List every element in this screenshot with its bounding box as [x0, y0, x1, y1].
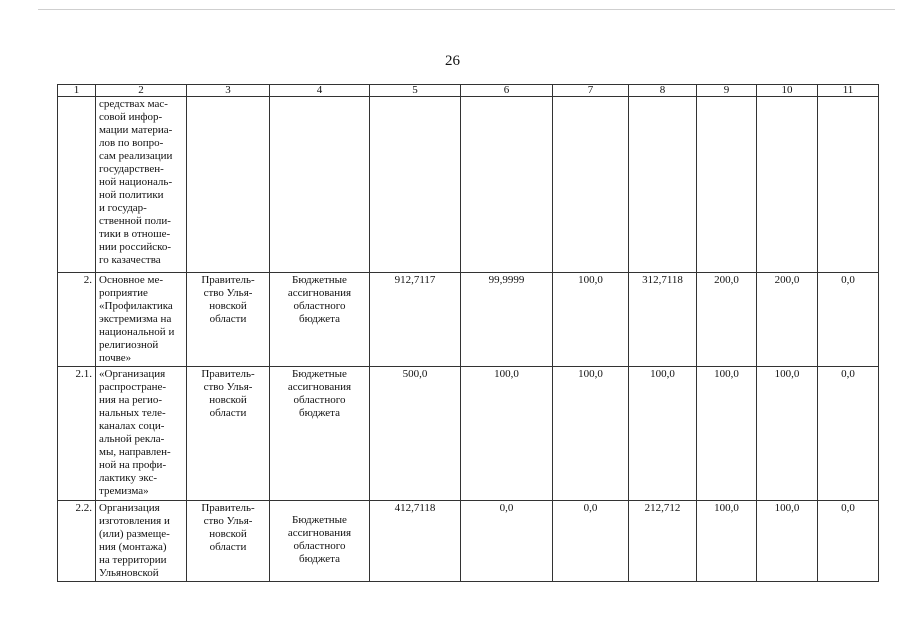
text-line: новской — [209, 300, 247, 312]
value-cell — [370, 97, 461, 273]
value-cell: 100,0 — [553, 273, 629, 367]
executor-cell — [187, 273, 270, 367]
text-line: области — [209, 541, 247, 553]
value-cell: 200,0 — [697, 273, 757, 367]
text-line: ной националь- — [99, 176, 173, 188]
text-line: бюджета — [298, 407, 340, 419]
value-cell: 100,0 — [697, 367, 757, 501]
text-line: ной на профи- — [99, 459, 167, 471]
value-cell: 100,0 — [757, 501, 818, 582]
text-line: новской — [209, 394, 247, 406]
text-line: роприятие — [99, 287, 148, 299]
value-cell — [461, 97, 553, 273]
text-line: бюджета — [298, 313, 340, 325]
text-line: ассигнования — [287, 527, 352, 539]
column-header: 4 — [270, 85, 370, 97]
text-line: нии российско- — [99, 241, 172, 253]
text-line: каналах соци- — [99, 420, 165, 432]
value-cell: 412,7118 — [370, 501, 461, 582]
column-header: 11 — [818, 85, 879, 97]
value-cell: 0,0 — [553, 501, 629, 582]
value-cell: 100,0 — [697, 501, 757, 582]
value-cell — [553, 97, 629, 273]
table-row — [58, 97, 879, 273]
page-number: 26 — [445, 53, 460, 69]
text-line: ния на регио- — [99, 394, 163, 406]
text-line: Правитель- — [201, 274, 255, 286]
text-line: лов по вопро- — [99, 137, 164, 149]
value-cell — [757, 97, 818, 273]
value-cell: 212,712 — [629, 501, 697, 582]
text-line: мы, направлен- — [99, 446, 171, 458]
header-row — [58, 85, 879, 97]
text-line: ассигнования — [287, 287, 352, 299]
text-line: почве» — [99, 352, 132, 364]
text-line: бюджета — [298, 553, 340, 565]
text-line: «Профилактика — [99, 300, 173, 312]
text-line: национальной и — [99, 326, 175, 338]
text-line: государствен- — [99, 163, 164, 175]
value-cell: 100,0 — [629, 367, 697, 501]
text-line: областного — [293, 540, 346, 552]
text-line: областного — [293, 394, 346, 406]
text-line: нальных теле- — [99, 407, 166, 419]
column-header: 2 — [96, 85, 187, 97]
value-cell: 99,9999 — [461, 273, 553, 367]
value-cell: 100,0 — [461, 367, 553, 501]
text-line: средствах мас- — [99, 98, 168, 110]
text-line: сам реализации — [99, 150, 173, 162]
column-header: 10 — [757, 85, 818, 97]
text-line: Бюджетные — [292, 368, 347, 380]
table-row — [58, 501, 879, 582]
executor-cell — [187, 367, 270, 501]
text-line: совой инфор- — [99, 111, 163, 123]
row-number: 2. — [58, 273, 96, 367]
value-cell — [697, 97, 757, 273]
text-line: «Организация — [99, 368, 166, 380]
column-header: 7 — [553, 85, 629, 97]
cell-spacer — [273, 502, 366, 514]
executor-cell — [187, 501, 270, 582]
text-line: альной рекла- — [99, 433, 165, 445]
text-line: на территории — [99, 554, 167, 566]
text-line: Основное ме- — [99, 274, 164, 286]
value-cell — [629, 97, 697, 273]
value-cell: 312,7118 — [629, 273, 697, 367]
value-cell: 0,0 — [461, 501, 553, 582]
value-cell: 200,0 — [757, 273, 818, 367]
row-number: 2.1. — [58, 367, 96, 501]
text-line: (или) размеще- — [99, 528, 170, 540]
text-line: ния (монтажа) — [99, 541, 167, 553]
column-header: 3 — [187, 85, 270, 97]
column-header: 9 — [697, 85, 757, 97]
value-cell — [818, 97, 879, 273]
activity-name — [96, 367, 187, 501]
text-line: Правитель- — [201, 502, 255, 514]
text-line: ассигнования — [287, 381, 352, 393]
column-header: 5 — [370, 85, 461, 97]
top-border-line — [38, 9, 895, 10]
column-header: 8 — [629, 85, 697, 97]
funding-source-cell — [270, 97, 370, 273]
text-line: ство Улья- — [203, 515, 253, 527]
text-line: лактику экс- — [99, 472, 158, 484]
activity-name — [96, 501, 187, 582]
text-line: областного — [293, 300, 346, 312]
activity-name — [96, 273, 187, 367]
budget-table — [57, 84, 879, 582]
text-line: мации материа- — [99, 124, 173, 136]
table-row — [58, 367, 879, 501]
funding-source-cell — [270, 273, 370, 367]
text-line: ство Улья- — [203, 287, 253, 299]
funding-source-cell — [270, 501, 370, 582]
text-line: ной политики — [99, 189, 164, 201]
column-header: 6 — [461, 85, 553, 97]
activity-name — [96, 97, 187, 273]
row-number: 2.2. — [58, 501, 96, 582]
value-cell: 912,7117 — [370, 273, 461, 367]
text-line: ственной поли- — [99, 215, 171, 227]
text-line: Бюджетные — [292, 274, 347, 286]
text-line: распростране- — [99, 381, 167, 393]
text-line: Организация — [99, 502, 160, 514]
table-row — [58, 273, 879, 367]
value-cell: 100,0 — [757, 367, 818, 501]
text-line: тики в отноше- — [99, 228, 171, 240]
text-line: Ульяновской — [99, 567, 159, 579]
text-line: области — [209, 313, 247, 325]
value-cell: 100,0 — [553, 367, 629, 501]
value-cell: 500,0 — [370, 367, 461, 501]
executor-cell — [187, 97, 270, 273]
column-header: 1 — [58, 85, 96, 97]
value-cell: 0,0 — [818, 367, 879, 501]
text-line: изготовления и — [99, 515, 170, 527]
text-line: религиозной — [99, 339, 159, 351]
text-line: экстремизма на — [99, 313, 172, 325]
text-line: новской — [209, 528, 247, 540]
value-cell: 0,0 — [818, 273, 879, 367]
text-line: Правитель- — [201, 368, 255, 380]
text-line: тремизма» — [99, 485, 149, 497]
row-number — [58, 97, 96, 273]
value-cell: 0,0 — [818, 501, 879, 582]
funding-source-cell — [270, 367, 370, 501]
text-line: и государ- — [99, 202, 147, 214]
text-line: ство Улья- — [203, 381, 253, 393]
text-line: Бюджетные — [292, 514, 347, 526]
text-line: го казачества — [99, 254, 161, 266]
text-line: области — [209, 407, 247, 419]
